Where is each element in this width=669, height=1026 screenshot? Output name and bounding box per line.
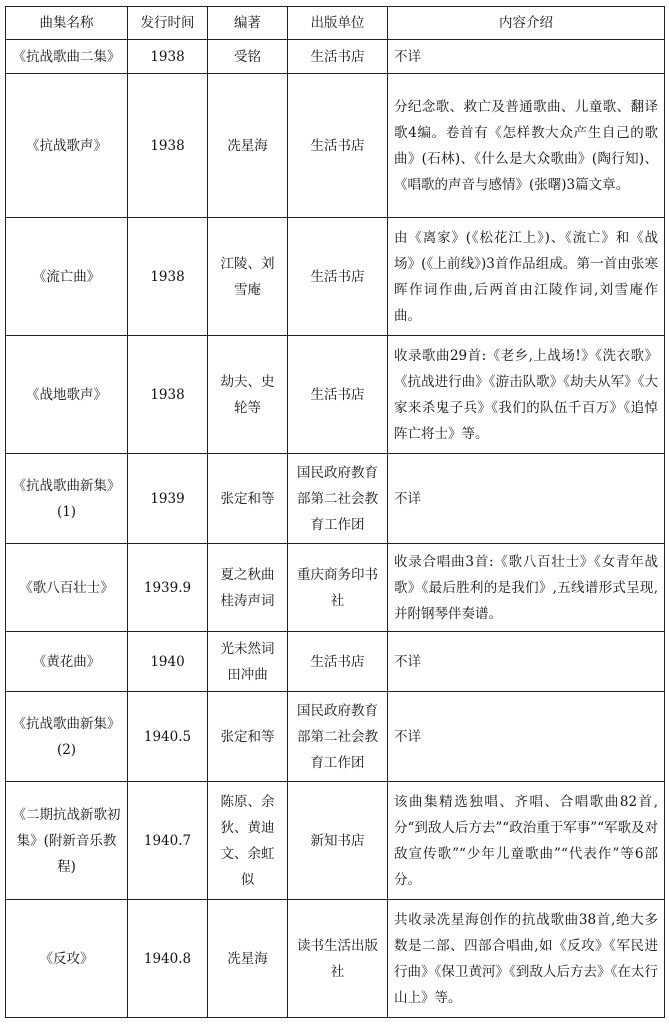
cell-content: 不详 (388, 454, 665, 544)
cell-content: 共收录冼星海创作的抗战歌曲38首,绝大多数是二部、四部合唱曲,如《反攻》《军民进行曲》《保卫黄河》《到敌人后方去》《在太行山上》等。 (388, 900, 665, 1018)
table-row (6, 336, 665, 454)
cell-author: 江陵、刘雪庵 (208, 218, 288, 336)
table-header-row (6, 7, 665, 40)
cell-date: 1938 (128, 74, 208, 218)
cell-author: 夏之秋曲桂涛声词 (208, 544, 288, 632)
cell-publisher: 国民政府教育部第二社会教育工作团 (288, 454, 388, 544)
cell-name: 《二期抗战新歌初集》(附新音乐教程) (6, 782, 128, 900)
header-content: 内容介绍 (388, 7, 665, 40)
cell-content: 由《离家》(《松花江上》)、《流亡》和《战场》(《上前线》)3首作品组成。第一首由张寒晖作词作曲,后两首由江陵作词,刘雪庵作曲。 (388, 218, 665, 336)
song-collection-table (5, 6, 665, 1018)
table-row (6, 544, 665, 632)
cell-date: 1940.7 (128, 782, 208, 900)
header-author: 编著 (208, 7, 288, 40)
cell-publisher: 生活书店 (288, 218, 388, 336)
cell-author: 冼星海 (208, 900, 288, 1018)
cell-name: 《抗战歌声》 (6, 74, 128, 218)
cell-content: 不详 (388, 632, 665, 692)
cell-publisher: 生活书店 (288, 40, 388, 74)
table-row (6, 692, 665, 782)
cell-name: 《抗战歌曲新集》(2) (6, 692, 128, 782)
cell-content: 该曲集精选独唱、齐唱、合唱歌曲82首,分“到敌人后方去”“政治重于军事”“军歌及对敌宣传歌”“少年儿童歌曲”“代表作”等6部分。 (388, 782, 665, 900)
cell-date: 1940.8 (128, 900, 208, 1018)
cell-date: 1940 (128, 632, 208, 692)
header-name: 曲集名称 (6, 7, 128, 40)
cell-date: 1938 (128, 218, 208, 336)
cell-content: 不详 (388, 40, 665, 74)
cell-publisher: 生活书店 (288, 74, 388, 218)
cell-date: 1939 (128, 454, 208, 544)
table-row (6, 40, 665, 74)
cell-name: 《歌八百壮士》 (6, 544, 128, 632)
cell-name: 《反攻》 (6, 900, 128, 1018)
cell-content: 不详 (388, 692, 665, 782)
table-row (6, 218, 665, 336)
cell-author: 冼星海 (208, 74, 288, 218)
table-row (6, 900, 665, 1018)
cell-publisher: 国民政府教育部第二社会教育工作团 (288, 692, 388, 782)
cell-content: 分纪念歌、救亡及普通歌曲、儿童歌、翻译歌4编。卷首有《怎样教大众产生自己的歌曲》(石林)、《什么是大众歌曲》(陶行知)、《唱歌的声音与感情》(张曙)3篇文章。 (388, 74, 665, 218)
cell-author: 受铭 (208, 40, 288, 74)
cell-author: 张定和等 (208, 454, 288, 544)
cell-date: 1940.5 (128, 692, 208, 782)
table-row (6, 454, 665, 544)
cell-content: 收录歌曲29首:《老乡,上战场!》《洗衣歌》《抗战进行曲》《游击队歌》《劫夫从军》《大家来杀鬼子兵》《我们的队伍千百万》《追悼阵亡将士》等。 (388, 336, 665, 454)
cell-author: 光未然词田冲曲 (208, 632, 288, 692)
cell-date: 1939.9 (128, 544, 208, 632)
document-page (5, 6, 665, 1018)
cell-author: 劫夫、史轮等 (208, 336, 288, 454)
cell-date: 1938 (128, 40, 208, 74)
cell-date: 1938 (128, 336, 208, 454)
cell-author: 陈原、余狄、黄迪文、余虹似 (208, 782, 288, 900)
cell-author: 张定和等 (208, 692, 288, 782)
table-row (6, 632, 665, 692)
header-date: 发行时间 (128, 7, 208, 40)
cell-publisher: 重庆商务印书社 (288, 544, 388, 632)
cell-publisher: 生活书店 (288, 336, 388, 454)
cell-name: 《黄花曲》 (6, 632, 128, 692)
cell-name: 《抗战歌曲二集》 (6, 40, 128, 74)
cell-publisher: 新知书店 (288, 782, 388, 900)
cell-name: 《抗战歌曲新集》(1) (6, 454, 128, 544)
header-publisher: 出版单位 (288, 7, 388, 40)
table-row (6, 74, 665, 218)
cell-content: 收录合唱曲3首:《歌八百壮士》《女青年战歌》《最后胜利的是我们》,五线谱形式呈现,并附钢琴伴奏谱。 (388, 544, 665, 632)
cell-publisher: 生活书店 (288, 632, 388, 692)
cell-name: 《流亡曲》 (6, 218, 128, 336)
cell-name: 《战地歌声》 (6, 336, 128, 454)
table-row (6, 782, 665, 900)
cell-publisher: 读书生活出版社 (288, 900, 388, 1018)
